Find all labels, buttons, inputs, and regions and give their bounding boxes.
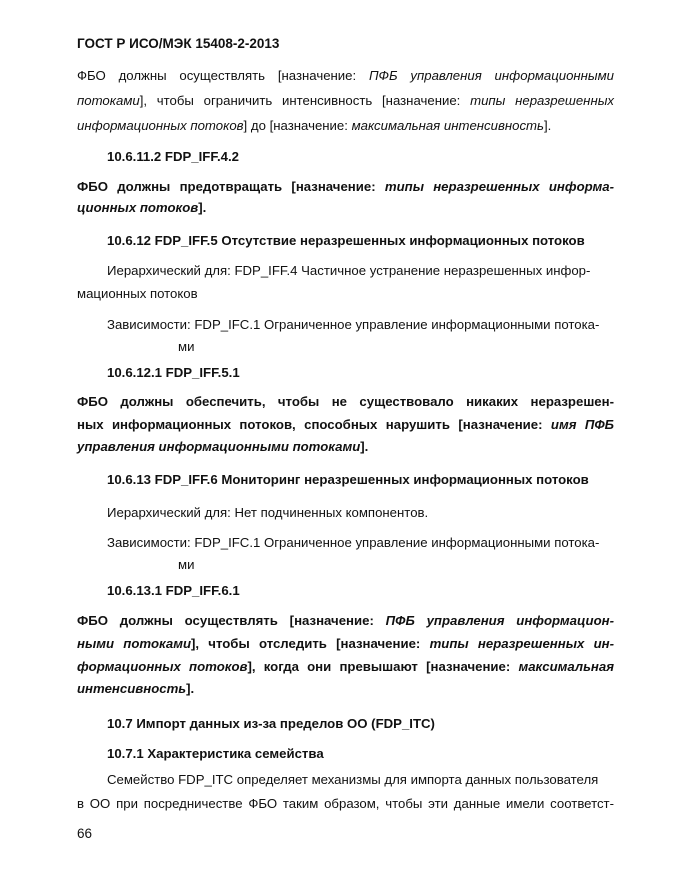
paragraph-line: ных информационных потоков, способных нарушить [назначение: имя ПФБ	[77, 417, 614, 432]
paragraph-line: мационных потоков	[77, 286, 198, 301]
paragraph-line: ФБО должны осуществлять [назначение: ПФБ управления информационными	[77, 68, 614, 83]
paragraph-line: интенсивность].	[77, 681, 195, 696]
paragraph-line: ми	[178, 557, 195, 572]
paragraph-line: управления информационными потоками].	[77, 439, 369, 454]
paragraph-line: ными потоками], чтобы отследить [назначение: типы неразрешенных ин-	[77, 636, 614, 651]
section-heading: 10.7 Импорт данных из-за пределов ОО (FDP_ITC)	[107, 716, 435, 731]
page-number: 66	[77, 826, 93, 841]
paragraph-line: потоками], чтобы ограничить интенсивность [назначение: типы неразрешенных	[77, 93, 614, 108]
paragraph-line: формационных потоков], когда они превышают [назначение: максимальная	[77, 659, 614, 674]
paragraph-line: ФБО должны предотвращать [назначение: типы неразрешенных информа-	[77, 179, 614, 194]
document-header: ГОСТ Р ИСО/МЭК 15408-2-2013	[77, 36, 280, 51]
paragraph-line: Иерархический для: FDP_IFF.4 Частичное устранение неразрешенных инфор-	[107, 263, 591, 278]
paragraph-line: Зависимости: FDP_IFC.1 Ограниченное управление информационными потока-	[107, 535, 600, 550]
section-heading: 10.7.1 Характеристика семейства	[107, 746, 324, 761]
section-heading: 10.6.12.1 FDP_IFF.5.1	[107, 365, 240, 380]
paragraph-line: Иерархический для: Нет подчиненных компонентов.	[107, 505, 429, 520]
paragraph-line: ФБО должны обеспечить, чтобы не существовало никаких неразрешен-	[77, 394, 614, 409]
paragraph-line: в ОО при посредничестве ФБО таким образом, чтобы эти данные имели соответст-	[77, 796, 614, 811]
section-heading: 10.6.13 FDP_IFF.6 Мониторинг неразрешенных информационных потоков	[107, 472, 589, 487]
paragraph-line: ФБО должны осуществлять [назначение: ПФБ управления информацион-	[77, 613, 614, 628]
paragraph-line: ционных потоков].	[77, 200, 207, 215]
section-heading: 10.6.12 FDP_IFF.5 Отсутствие неразрешенных информационных потоков	[107, 233, 585, 248]
section-heading: 10.6.13.1 FDP_IFF.6.1	[107, 583, 240, 598]
section-heading: 10.6.11.2 FDP_IFF.4.2	[107, 149, 239, 164]
paragraph-line: ми	[178, 339, 195, 354]
paragraph-line: Зависимости: FDP_IFC.1 Ограниченное управление информационными потока-	[107, 317, 600, 332]
paragraph-line: информационных потоков] до [назначение: максимальная интенсивность].	[77, 118, 552, 133]
paragraph-line: Семейство FDP_ITC определяет механизмы для импорта данных пользователя	[107, 772, 599, 787]
